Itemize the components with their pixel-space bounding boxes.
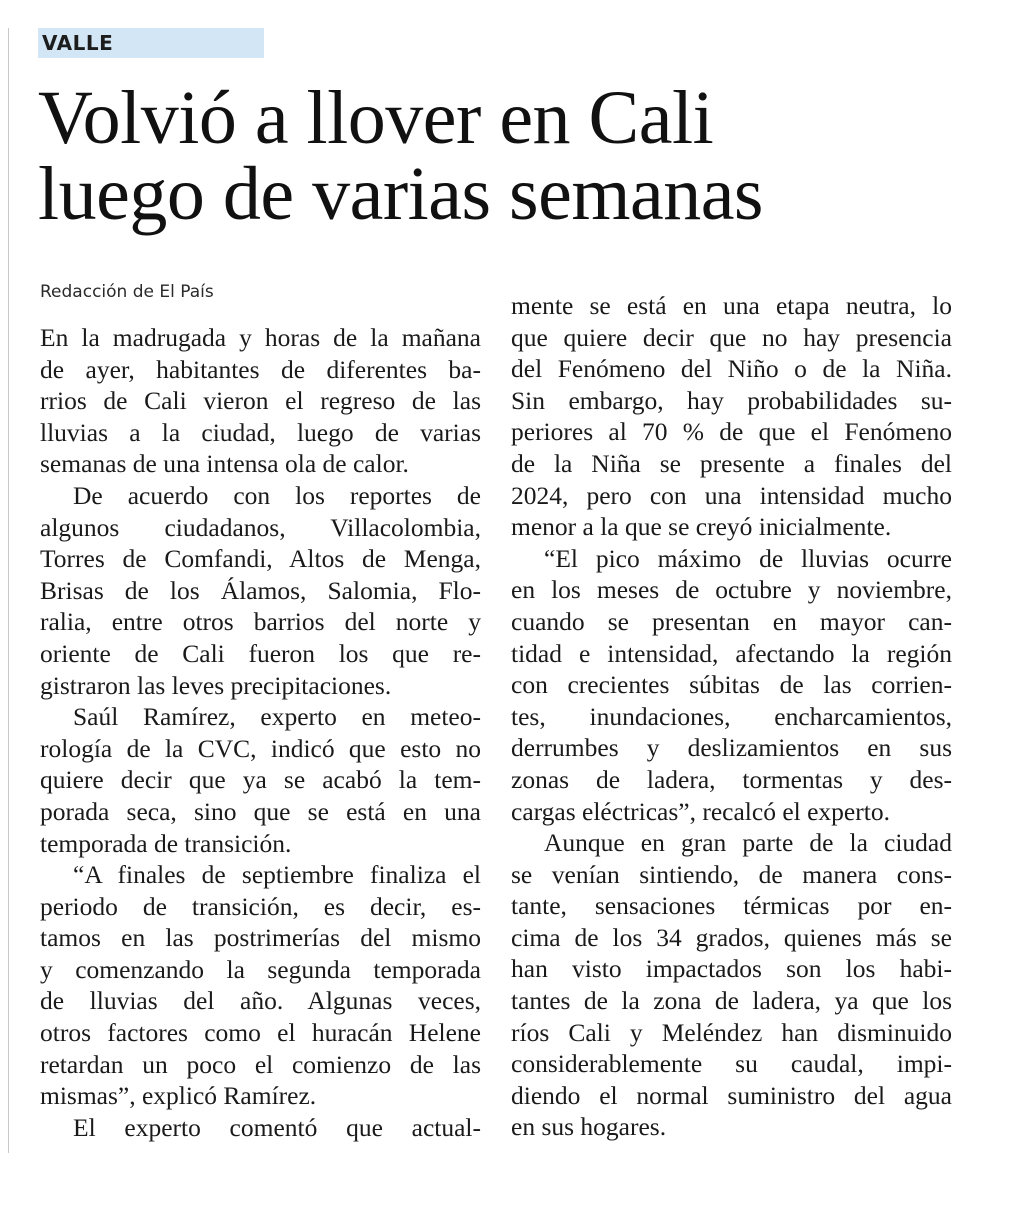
text-line: periodo de transición, es decir, es-	[40, 891, 481, 921]
text-line: rrios de Cali vieron el regreso de las	[40, 386, 481, 416]
text-line: Aunque en gran parte de la ciudad	[544, 828, 952, 858]
text-line: mismas”, explicó Ramírez.	[40, 1081, 317, 1111]
text-line: de la Niña se presente a finales del	[511, 448, 952, 478]
section-tag: VALLE	[38, 28, 264, 58]
text-line: gistraron las leves precipitaciones.	[40, 670, 392, 700]
text-line: porada seca, sino que se está en una	[40, 796, 481, 826]
text-line: en los meses de octubre y noviembre,	[511, 575, 952, 605]
text-line: “A finales de septiembre finaliza el	[73, 860, 481, 890]
article-column-right	[511, 290, 952, 1143]
text-line: considerablemente su caudal, impi-	[511, 1049, 952, 1079]
text-line: derrumbes y deslizamientos en sus	[511, 733, 952, 763]
text-line: oriente de Cali fueron los que re-	[40, 638, 481, 668]
article-column-left	[40, 322, 481, 1143]
page-left-rule	[8, 28, 9, 1153]
text-line: En la madrugada y horas de la mañana	[40, 323, 481, 352]
text-line: otros factores como el huracán Helene	[40, 1018, 481, 1048]
text-line: quiere decir que ya se acabó la tem-	[40, 765, 481, 795]
text-line: algunos ciudadanos, Villacolombia,	[40, 512, 481, 542]
text-line: en sus hogares.	[511, 1112, 667, 1142]
text-line: tamos en las postrimerías del mismo	[40, 923, 481, 953]
text-line: cuando se presentan en mayor can-	[511, 606, 952, 636]
text-line: que quiere decir que no hay presencia	[511, 322, 952, 352]
text-line: 2024, pero con una intensidad mucho	[511, 480, 952, 510]
text-line: de ayer, habitantes de diferentes ba-	[40, 354, 481, 384]
text-line: tante, sensaciones térmicas por en-	[511, 891, 952, 921]
text-line: y comenzando la segunda temporada	[40, 954, 481, 984]
byline: Redacción de El País	[40, 282, 214, 302]
text-line: tantes de la zona de ladera, ya que los	[511, 986, 952, 1016]
text-line: lluvias a la ciudad, luego de varias	[40, 417, 481, 447]
text-line: semanas de una intensa ola de calor.	[40, 449, 409, 479]
headline-line-1: Volvió a llover en Cali	[38, 76, 714, 160]
text-line: se venían sintiendo, de manera cons-	[511, 859, 952, 889]
text-line: con crecientes súbitas de las corrien-	[511, 670, 952, 700]
headline-line-2: luego de varias semanas	[38, 152, 764, 236]
text-line: Torres de Comfandi, Altos de Menga,	[40, 544, 481, 574]
text-line: cima de los 34 grados, quienes más se	[511, 922, 952, 952]
headline	[38, 76, 998, 236]
text-line: menor a la que se creyó inicialmente.	[511, 512, 892, 542]
text-line: temporada de transición.	[40, 828, 292, 858]
text-line: retardan un poco el comienzo de las	[40, 1049, 481, 1079]
text-line: Sin embargo, hay probabilidades su-	[511, 385, 952, 415]
text-line: De acuerdo con los reportes de	[73, 480, 481, 510]
text-line: Brisas de los Álamos, Salomia, Flo-	[40, 575, 481, 605]
text-line: tidad e intensidad, afectando la región	[511, 638, 952, 668]
text-line: ralia, entre otros barrios del norte y	[40, 607, 481, 637]
text-line: han visto impactados son los habi-	[511, 954, 952, 984]
text-line: El experto comentó que actual-	[73, 1112, 481, 1142]
text-line: rología de la CVC, indicó que esto no	[40, 733, 481, 763]
text-line: mente se está en una etapa neutra, lo	[511, 291, 952, 320]
text-line: de lluvias del año. Algunas veces,	[40, 986, 481, 1016]
text-line: tes, inundaciones, encharcamientos,	[511, 701, 952, 731]
text-line: zonas de ladera, tormentas y des-	[511, 764, 952, 794]
text-line: “El pico máximo de lluvias ocurre	[544, 543, 952, 573]
text-line: ríos Cali y Meléndez han disminuido	[511, 1017, 952, 1047]
text-line: cargas eléctricas”, recalcó el experto.	[511, 796, 890, 826]
text-line: periores al 70 % de que el Fenómeno	[511, 417, 952, 447]
text-line: diendo el normal suministro del agua	[511, 1080, 952, 1110]
text-line: Saúl Ramírez, experto en meteo-	[73, 702, 481, 732]
text-line: del Fenómeno del Niño o de la Niña.	[511, 354, 952, 384]
